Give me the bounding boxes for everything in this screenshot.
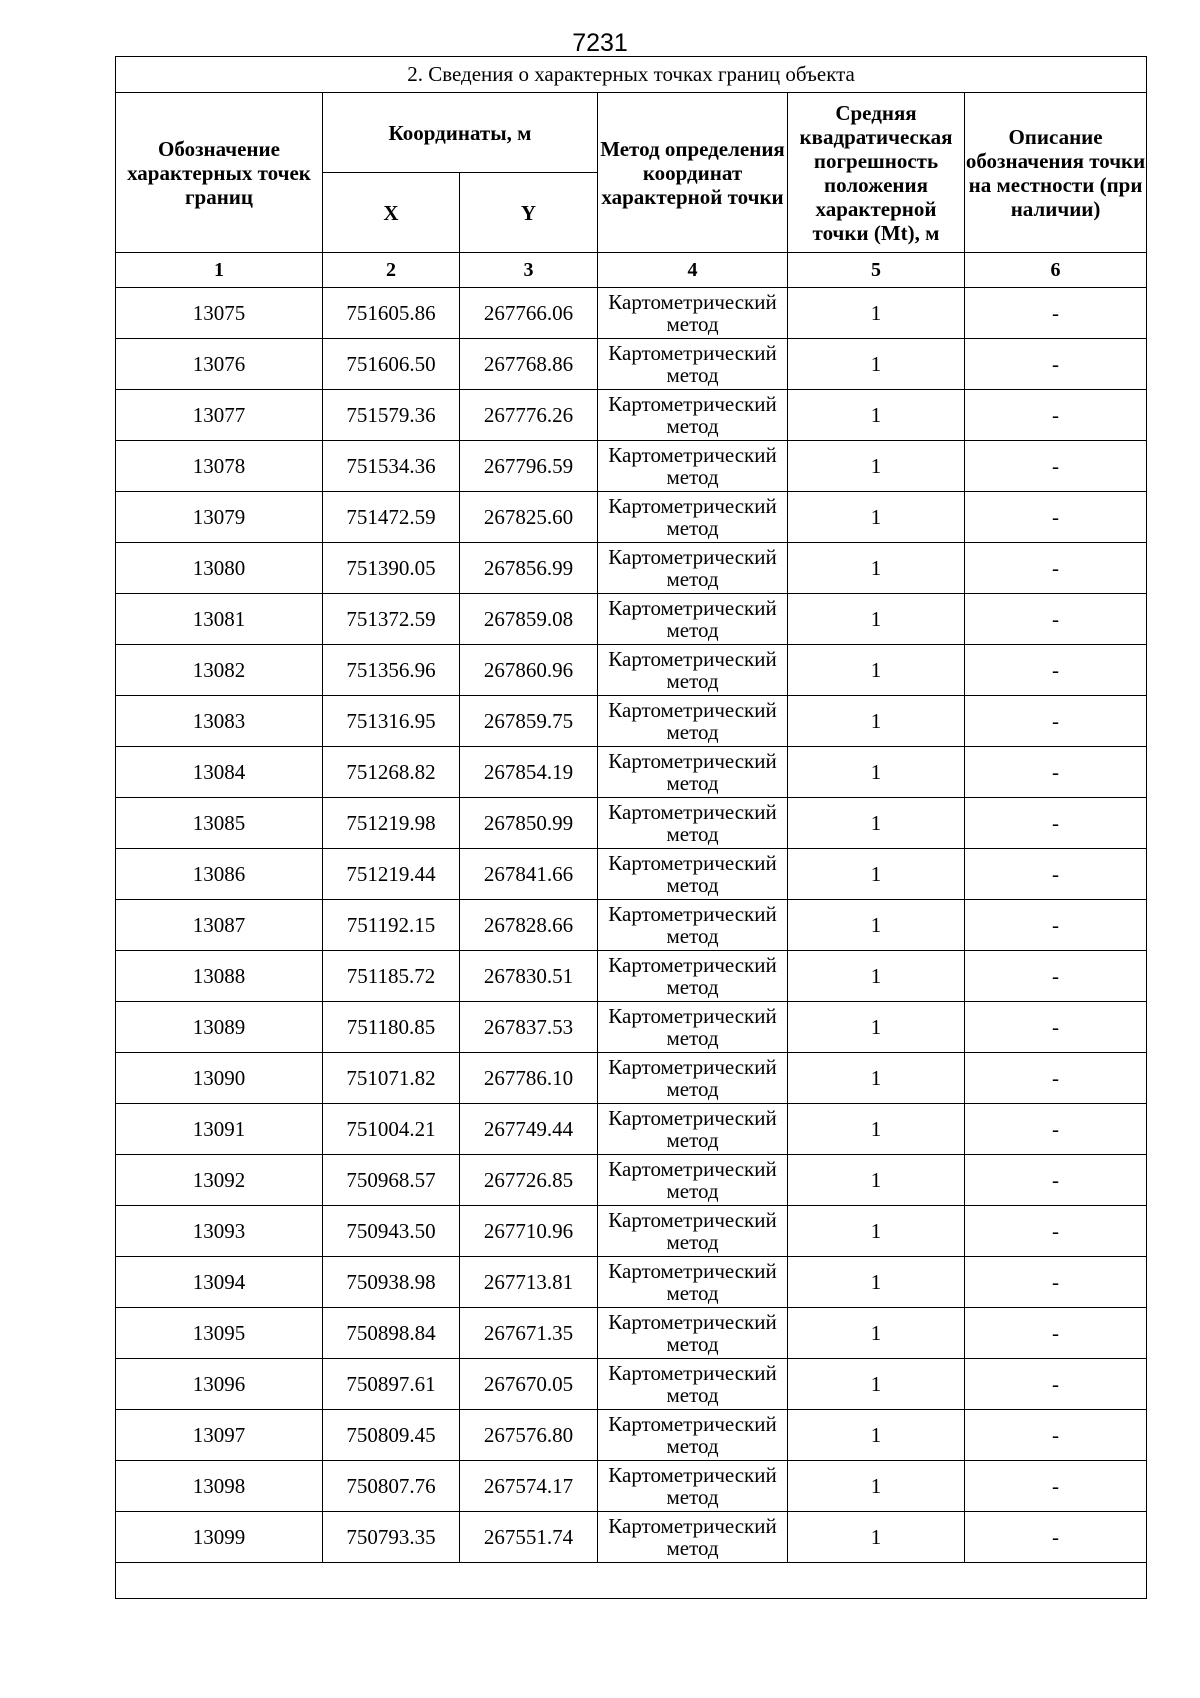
method-cell bbox=[598, 339, 788, 390]
y-coordinate-cell: 267856.99 bbox=[460, 543, 598, 594]
column-number: 3 bbox=[460, 253, 598, 288]
description-cell: - bbox=[965, 798, 1147, 849]
method-text-line: Картометрический bbox=[608, 698, 777, 722]
error-cell: 1 bbox=[788, 1512, 965, 1563]
column-number: 1 bbox=[116, 253, 323, 288]
description-cell: - bbox=[965, 1512, 1147, 1563]
description-cell: - bbox=[965, 441, 1147, 492]
y-coordinate-cell: 267859.08 bbox=[460, 594, 598, 645]
method-cell bbox=[598, 1257, 788, 1308]
point-number-cell: 13091 bbox=[116, 1104, 323, 1155]
description-cell: - bbox=[965, 1053, 1147, 1104]
y-coordinate-cell: 267828.66 bbox=[460, 900, 598, 951]
method-text-line: метод bbox=[666, 1179, 719, 1203]
description-cell: - bbox=[965, 1461, 1147, 1512]
column-number-row bbox=[116, 253, 1147, 288]
x-coordinate-cell: 751185.72 bbox=[323, 951, 460, 1002]
point-number-cell: 13092 bbox=[116, 1155, 323, 1206]
point-number-cell: 13099 bbox=[116, 1512, 323, 1563]
method-cell bbox=[598, 1512, 788, 1563]
method-text-line: метод bbox=[666, 312, 719, 336]
table-row bbox=[116, 594, 1147, 645]
description-cell: - bbox=[965, 1257, 1147, 1308]
x-coordinate-cell: 751606.50 bbox=[323, 339, 460, 390]
description-cell: - bbox=[965, 1104, 1147, 1155]
x-coordinate-cell: 751534.36 bbox=[323, 441, 460, 492]
method-text-line: метод bbox=[666, 1230, 719, 1254]
column-number: 4 bbox=[598, 253, 788, 288]
error-cell: 1 bbox=[788, 645, 965, 696]
method-cell bbox=[598, 1155, 788, 1206]
description-cell: - bbox=[965, 849, 1147, 900]
description-cell: - bbox=[965, 1206, 1147, 1257]
description-cell: - bbox=[965, 339, 1147, 390]
y-coordinate-cell: 267551.74 bbox=[460, 1512, 598, 1563]
y-coordinate-cell: 267574.17 bbox=[460, 1461, 598, 1512]
y-coordinate-cell: 267786.10 bbox=[460, 1053, 598, 1104]
x-coordinate-cell: 750898.84 bbox=[323, 1308, 460, 1359]
x-coordinate-cell: 750793.35 bbox=[323, 1512, 460, 1563]
y-coordinate-cell: 267860.96 bbox=[460, 645, 598, 696]
description-cell: - bbox=[965, 288, 1147, 339]
error-cell: 1 bbox=[788, 951, 965, 1002]
point-number-cell: 13081 bbox=[116, 594, 323, 645]
method-cell bbox=[598, 951, 788, 1002]
description-cell: - bbox=[965, 1155, 1147, 1206]
y-coordinate-cell: 267796.59 bbox=[460, 441, 598, 492]
point-number-cell: 13086 bbox=[116, 849, 323, 900]
error-cell: 1 bbox=[788, 1104, 965, 1155]
description-cell: - bbox=[965, 1410, 1147, 1461]
description-cell: - bbox=[965, 492, 1147, 543]
table-row bbox=[116, 645, 1147, 696]
error-cell: 1 bbox=[788, 1053, 965, 1104]
table-row bbox=[116, 1512, 1147, 1563]
header-row-top bbox=[116, 93, 1147, 173]
error-cell: 1 bbox=[788, 288, 965, 339]
section-title: 2. Сведения о характерных точках границ объекта bbox=[116, 57, 1147, 93]
y-coordinate-cell: 267670.05 bbox=[460, 1359, 598, 1410]
table-row bbox=[116, 1359, 1147, 1410]
error-cell: 1 bbox=[788, 492, 965, 543]
method-cell bbox=[598, 900, 788, 951]
method-text-line: Картометрический bbox=[608, 1361, 777, 1385]
method-cell bbox=[598, 1461, 788, 1512]
table-row bbox=[116, 1155, 1147, 1206]
description-cell: - bbox=[965, 1002, 1147, 1053]
method-text-line: метод bbox=[666, 873, 719, 897]
error-cell: 1 bbox=[788, 1308, 965, 1359]
method-cell bbox=[598, 441, 788, 492]
point-number-cell: 13090 bbox=[116, 1053, 323, 1104]
y-coordinate-cell: 267841.66 bbox=[460, 849, 598, 900]
y-coordinate-cell: 267766.06 bbox=[460, 288, 598, 339]
description-cell: - bbox=[965, 951, 1147, 1002]
table-row bbox=[116, 441, 1147, 492]
point-number-cell: 13080 bbox=[116, 543, 323, 594]
table-row bbox=[116, 1257, 1147, 1308]
description-cell: - bbox=[965, 747, 1147, 798]
method-text-line: метод bbox=[666, 1281, 719, 1305]
method-cell bbox=[598, 747, 788, 798]
method-cell bbox=[598, 849, 788, 900]
method-cell bbox=[598, 543, 788, 594]
table-row bbox=[116, 1308, 1147, 1359]
x-coordinate-cell: 751004.21 bbox=[323, 1104, 460, 1155]
method-text-line: Картометрический bbox=[608, 800, 777, 824]
x-coordinate-cell: 750968.57 bbox=[323, 1155, 460, 1206]
method-text-line: Картометрический bbox=[608, 647, 777, 671]
method-text-line: Картометрический bbox=[608, 596, 777, 620]
error-cell: 1 bbox=[788, 696, 965, 747]
point-number-cell: 13085 bbox=[116, 798, 323, 849]
table-row bbox=[116, 288, 1147, 339]
error-cell: 1 bbox=[788, 900, 965, 951]
page-number: 7231 bbox=[572, 29, 628, 57]
blank-footer-cell bbox=[116, 1563, 1147, 1599]
point-number-cell: 13096 bbox=[116, 1359, 323, 1410]
boundary-points-table bbox=[115, 56, 1147, 1599]
x-coordinate-cell: 751219.98 bbox=[323, 798, 460, 849]
header-method: Метод определения координат характерной точки bbox=[598, 93, 788, 253]
x-coordinate-cell: 751192.15 bbox=[323, 900, 460, 951]
table-row bbox=[116, 798, 1147, 849]
description-cell: - bbox=[965, 696, 1147, 747]
method-text-line: Картометрический bbox=[608, 1259, 777, 1283]
description-cell: - bbox=[965, 1359, 1147, 1410]
header-description: Описание обозначения точки на местности (при наличии) bbox=[965, 93, 1147, 253]
y-coordinate-cell: 267749.44 bbox=[460, 1104, 598, 1155]
method-text-line: метод bbox=[666, 363, 719, 387]
blank-footer-row bbox=[116, 1563, 1147, 1599]
table-row bbox=[116, 492, 1147, 543]
method-text-line: метод bbox=[666, 465, 719, 489]
method-cell bbox=[598, 798, 788, 849]
header-x: X bbox=[323, 173, 460, 253]
error-cell: 1 bbox=[788, 339, 965, 390]
y-coordinate-cell: 267854.19 bbox=[460, 747, 598, 798]
table-row bbox=[116, 1461, 1147, 1512]
point-number-cell: 13078 bbox=[116, 441, 323, 492]
y-coordinate-cell: 267825.60 bbox=[460, 492, 598, 543]
error-cell: 1 bbox=[788, 390, 965, 441]
y-coordinate-cell: 267726.85 bbox=[460, 1155, 598, 1206]
method-text-line: Картометрический bbox=[608, 1412, 777, 1436]
method-text-line: метод bbox=[666, 669, 719, 693]
x-coordinate-cell: 751071.82 bbox=[323, 1053, 460, 1104]
y-coordinate-cell: 267713.81 bbox=[460, 1257, 598, 1308]
method-cell bbox=[598, 1206, 788, 1257]
table-body bbox=[116, 288, 1147, 1563]
x-coordinate-cell: 750809.45 bbox=[323, 1410, 460, 1461]
x-coordinate-cell: 751316.95 bbox=[323, 696, 460, 747]
method-text-line: метод bbox=[666, 1332, 719, 1356]
x-coordinate-cell: 750938.98 bbox=[323, 1257, 460, 1308]
error-cell: 1 bbox=[788, 1206, 965, 1257]
table-row bbox=[116, 390, 1147, 441]
header-y: Y bbox=[460, 173, 598, 253]
x-coordinate-cell: 750807.76 bbox=[323, 1461, 460, 1512]
point-number-cell: 13084 bbox=[116, 747, 323, 798]
method-text-line: Картометрический bbox=[608, 1106, 777, 1130]
table-row bbox=[116, 1410, 1147, 1461]
method-cell bbox=[598, 594, 788, 645]
method-cell bbox=[598, 1104, 788, 1155]
method-text-line: Картометрический bbox=[608, 1157, 777, 1181]
point-number-cell: 13097 bbox=[116, 1410, 323, 1461]
x-coordinate-cell: 751605.86 bbox=[323, 288, 460, 339]
x-coordinate-cell: 751356.96 bbox=[323, 645, 460, 696]
description-cell: - bbox=[965, 390, 1147, 441]
y-coordinate-cell: 267768.86 bbox=[460, 339, 598, 390]
method-text-line: метод bbox=[666, 618, 719, 642]
y-coordinate-cell: 267671.35 bbox=[460, 1308, 598, 1359]
section-title-row bbox=[116, 57, 1147, 93]
y-coordinate-cell: 267837.53 bbox=[460, 1002, 598, 1053]
error-cell: 1 bbox=[788, 1461, 965, 1512]
header-point-designation: Обозначение характерных точек границ bbox=[116, 93, 323, 253]
method-text-line: Картометрический bbox=[608, 1004, 777, 1028]
method-text-line: метод bbox=[666, 567, 719, 591]
method-cell bbox=[598, 1359, 788, 1410]
method-text-line: метод bbox=[666, 1536, 719, 1560]
table-row bbox=[116, 1053, 1147, 1104]
method-text-line: метод bbox=[666, 1434, 719, 1458]
point-number-cell: 13082 bbox=[116, 645, 323, 696]
method-cell bbox=[598, 696, 788, 747]
y-coordinate-cell: 267850.99 bbox=[460, 798, 598, 849]
method-text-line: Картометрический bbox=[608, 392, 777, 416]
error-cell: 1 bbox=[788, 849, 965, 900]
point-number-cell: 13093 bbox=[116, 1206, 323, 1257]
table-row bbox=[116, 339, 1147, 390]
method-text-line: метод bbox=[666, 1485, 719, 1509]
point-number-cell: 13079 bbox=[116, 492, 323, 543]
table-row bbox=[116, 1002, 1147, 1053]
table-row bbox=[116, 696, 1147, 747]
method-cell bbox=[598, 645, 788, 696]
method-cell bbox=[598, 390, 788, 441]
method-cell bbox=[598, 492, 788, 543]
x-coordinate-cell: 751268.82 bbox=[323, 747, 460, 798]
method-text-line: метод bbox=[666, 975, 719, 999]
method-text-line: метод bbox=[666, 720, 719, 744]
method-text-line: Картометрический bbox=[608, 1514, 777, 1538]
description-cell: - bbox=[965, 543, 1147, 594]
method-text-line: метод bbox=[666, 1128, 719, 1152]
point-number-cell: 13098 bbox=[116, 1461, 323, 1512]
y-coordinate-cell: 267830.51 bbox=[460, 951, 598, 1002]
method-cell bbox=[598, 1308, 788, 1359]
method-text-line: Картометрический bbox=[608, 749, 777, 773]
point-number-cell: 13094 bbox=[116, 1257, 323, 1308]
error-cell: 1 bbox=[788, 1257, 965, 1308]
header-coordinates: Координаты, м bbox=[323, 93, 598, 173]
point-number-cell: 13075 bbox=[116, 288, 323, 339]
method-text-line: Картометрический bbox=[608, 1310, 777, 1334]
description-cell: - bbox=[965, 645, 1147, 696]
table-row bbox=[116, 849, 1147, 900]
error-cell: 1 bbox=[788, 747, 965, 798]
x-coordinate-cell: 750897.61 bbox=[323, 1359, 460, 1410]
table-row bbox=[116, 1206, 1147, 1257]
x-coordinate-cell: 751219.44 bbox=[323, 849, 460, 900]
method-text-line: метод bbox=[666, 771, 719, 795]
error-cell: 1 bbox=[788, 1002, 965, 1053]
method-text-line: Картометрический bbox=[608, 1208, 777, 1232]
x-coordinate-cell: 751180.85 bbox=[323, 1002, 460, 1053]
point-number-cell: 13083 bbox=[116, 696, 323, 747]
method-text-line: метод bbox=[666, 924, 719, 948]
method-text-line: Картометрический bbox=[608, 443, 777, 467]
method-text-line: Картометрический bbox=[608, 1463, 777, 1487]
error-cell: 1 bbox=[788, 1155, 965, 1206]
x-coordinate-cell: 751372.59 bbox=[323, 594, 460, 645]
method-text-line: Картометрический bbox=[608, 545, 777, 569]
table-row bbox=[116, 951, 1147, 1002]
method-cell bbox=[598, 1053, 788, 1104]
method-cell bbox=[598, 288, 788, 339]
method-text-line: метод bbox=[666, 414, 719, 438]
point-number-cell: 13076 bbox=[116, 339, 323, 390]
y-coordinate-cell: 267576.80 bbox=[460, 1410, 598, 1461]
error-cell: 1 bbox=[788, 441, 965, 492]
method-cell bbox=[598, 1002, 788, 1053]
method-text-line: метод bbox=[666, 516, 719, 540]
table-row bbox=[116, 1104, 1147, 1155]
method-cell bbox=[598, 1410, 788, 1461]
method-text-line: Картометрический bbox=[608, 341, 777, 365]
description-cell: - bbox=[965, 1308, 1147, 1359]
header-error: Средняя квадратическая погрешность положения характерной точки (Mt), м bbox=[788, 93, 965, 253]
error-cell: 1 bbox=[788, 1410, 965, 1461]
error-cell: 1 bbox=[788, 543, 965, 594]
point-number-cell: 13077 bbox=[116, 390, 323, 441]
x-coordinate-cell: 751390.05 bbox=[323, 543, 460, 594]
table-row bbox=[116, 747, 1147, 798]
y-coordinate-cell: 267776.26 bbox=[460, 390, 598, 441]
point-number-cell: 13089 bbox=[116, 1002, 323, 1053]
y-coordinate-cell: 267859.75 bbox=[460, 696, 598, 747]
column-number: 6 bbox=[965, 253, 1147, 288]
error-cell: 1 bbox=[788, 594, 965, 645]
table-row bbox=[116, 543, 1147, 594]
x-coordinate-cell: 750943.50 bbox=[323, 1206, 460, 1257]
y-coordinate-cell: 267710.96 bbox=[460, 1206, 598, 1257]
x-coordinate-cell: 751472.59 bbox=[323, 492, 460, 543]
method-text-line: метод bbox=[666, 1077, 719, 1101]
method-text-line: метод bbox=[666, 1026, 719, 1050]
description-cell: - bbox=[965, 594, 1147, 645]
x-coordinate-cell: 751579.36 bbox=[323, 390, 460, 441]
method-text-line: Картометрический bbox=[608, 494, 777, 518]
table-row bbox=[116, 900, 1147, 951]
description-cell: - bbox=[965, 900, 1147, 951]
point-number-cell: 13095 bbox=[116, 1308, 323, 1359]
method-text-line: Картометрический bbox=[608, 851, 777, 875]
error-cell: 1 bbox=[788, 798, 965, 849]
column-number: 5 bbox=[788, 253, 965, 288]
method-text-line: метод bbox=[666, 822, 719, 846]
method-text-line: метод bbox=[666, 1383, 719, 1407]
method-text-line: Картометрический bbox=[608, 290, 777, 314]
method-text-line: Картометрический bbox=[608, 953, 777, 977]
point-number-cell: 13087 bbox=[116, 900, 323, 951]
point-number-cell: 13088 bbox=[116, 951, 323, 1002]
method-text-line: Картометрический bbox=[608, 1055, 777, 1079]
method-text-line: Картометрический bbox=[608, 902, 777, 926]
error-cell: 1 bbox=[788, 1359, 965, 1410]
column-number: 2 bbox=[323, 253, 460, 288]
